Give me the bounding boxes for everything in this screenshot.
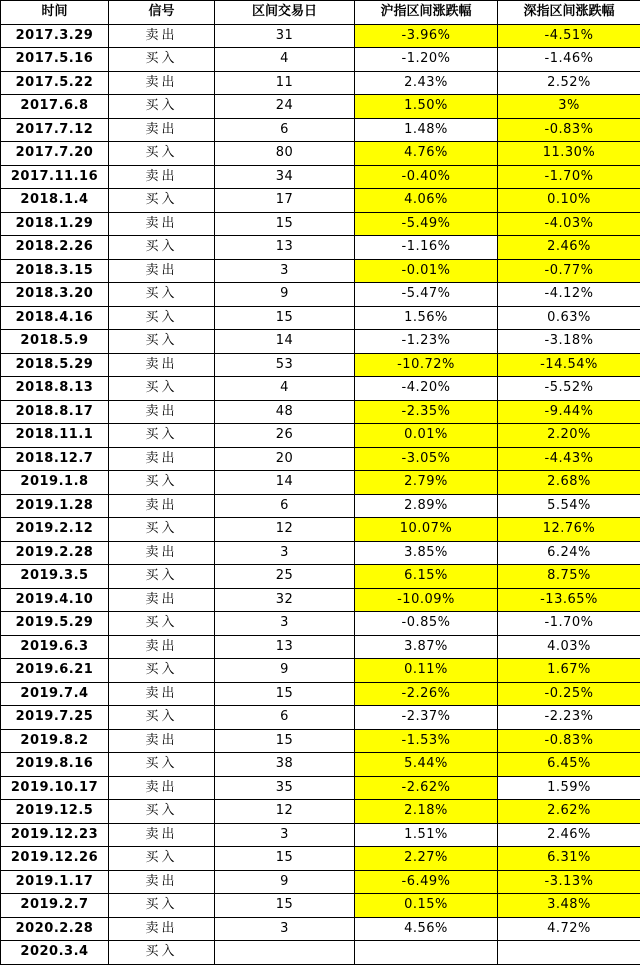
table-row bbox=[1, 48, 640, 72]
table-row bbox=[1, 800, 640, 824]
table-row bbox=[1, 236, 640, 260]
cell-signal: 卖出 bbox=[109, 118, 215, 142]
table-row bbox=[1, 776, 640, 800]
table-row bbox=[1, 118, 640, 142]
cell-trading-days: 3 bbox=[215, 917, 355, 941]
cell-trading-days: 14 bbox=[215, 471, 355, 495]
cell-signal: 买入 bbox=[109, 800, 215, 824]
cell-sz-change: 2.52% bbox=[498, 71, 640, 95]
cell-trading-days: 6 bbox=[215, 494, 355, 518]
cell-signal: 买入 bbox=[109, 941, 215, 965]
cell-signal: 卖出 bbox=[109, 823, 215, 847]
table-row bbox=[1, 753, 640, 777]
cell-trading-days: 48 bbox=[215, 400, 355, 424]
table-row bbox=[1, 682, 640, 706]
cell-sh-change: 1.50% bbox=[355, 95, 498, 119]
cell-sz-change: -5.52% bbox=[498, 377, 640, 401]
cell-trading-days: 4 bbox=[215, 377, 355, 401]
table-row bbox=[1, 189, 640, 213]
table-row bbox=[1, 377, 640, 401]
cell-sz-change: -4.12% bbox=[498, 283, 640, 307]
cell-sz-change: 2.46% bbox=[498, 823, 640, 847]
cell-trading-days: 17 bbox=[215, 189, 355, 213]
cell-sz-change: 2.46% bbox=[498, 236, 640, 260]
cell-date: 2018.8.13 bbox=[1, 377, 109, 401]
cell-trading-days: 26 bbox=[215, 424, 355, 448]
table-row bbox=[1, 894, 640, 918]
header-row bbox=[1, 1, 640, 25]
cell-trading-days: 35 bbox=[215, 776, 355, 800]
cell-sz-change: -2.23% bbox=[498, 706, 640, 730]
cell-signal: 买入 bbox=[109, 306, 215, 330]
cell-signal: 买入 bbox=[109, 894, 215, 918]
table-row bbox=[1, 729, 640, 753]
cell-date: 2018.11.1 bbox=[1, 424, 109, 448]
cell-trading-days: 32 bbox=[215, 588, 355, 612]
cell-date: 2019.4.10 bbox=[1, 588, 109, 612]
cell-sz-change: 12.76% bbox=[498, 518, 640, 542]
table-row bbox=[1, 424, 640, 448]
cell-sh-change: 4.56% bbox=[355, 917, 498, 941]
cell-trading-days: 9 bbox=[215, 659, 355, 683]
cell-trading-days: 9 bbox=[215, 283, 355, 307]
table-row bbox=[1, 212, 640, 236]
cell-date: 2019.7.4 bbox=[1, 682, 109, 706]
cell-sz-change: 1.67% bbox=[498, 659, 640, 683]
cell-date: 2019.6.3 bbox=[1, 635, 109, 659]
cell-date: 2017.7.20 bbox=[1, 142, 109, 166]
cell-sh-change: 5.44% bbox=[355, 753, 498, 777]
table-row bbox=[1, 917, 640, 941]
cell-date: 2019.2.28 bbox=[1, 541, 109, 565]
cell-trading-days: 31 bbox=[215, 24, 355, 48]
cell-signal: 买入 bbox=[109, 283, 215, 307]
cell-date: 2019.2.7 bbox=[1, 894, 109, 918]
cell-signal: 卖出 bbox=[109, 259, 215, 283]
cell-date: 2019.8.16 bbox=[1, 753, 109, 777]
cell-trading-days: 38 bbox=[215, 753, 355, 777]
cell-sz-change: 8.75% bbox=[498, 565, 640, 589]
cell-sz-change: 4.72% bbox=[498, 917, 640, 941]
cell-sz-change: -0.25% bbox=[498, 682, 640, 706]
cell-sz-change: 2.62% bbox=[498, 800, 640, 824]
cell-date: 2018.4.16 bbox=[1, 306, 109, 330]
cell-sz-change bbox=[498, 941, 640, 965]
cell-date: 2018.5.29 bbox=[1, 353, 109, 377]
cell-signal: 买入 bbox=[109, 377, 215, 401]
cell-date: 2020.2.28 bbox=[1, 917, 109, 941]
cell-sh-change: -2.35% bbox=[355, 400, 498, 424]
cell-date: 2019.5.29 bbox=[1, 612, 109, 636]
table-row bbox=[1, 471, 640, 495]
cell-date: 2019.6.21 bbox=[1, 659, 109, 683]
cell-sz-change: -1.70% bbox=[498, 165, 640, 189]
header-sz-change: 深指区间涨跌幅 bbox=[498, 1, 640, 25]
table-header bbox=[1, 1, 640, 25]
table-row bbox=[1, 588, 640, 612]
cell-trading-days: 6 bbox=[215, 706, 355, 730]
cell-date: 2017.5.16 bbox=[1, 48, 109, 72]
cell-sh-change: -5.47% bbox=[355, 283, 498, 307]
cell-sz-change: 3.48% bbox=[498, 894, 640, 918]
cell-trading-days: 15 bbox=[215, 847, 355, 871]
cell-trading-days: 15 bbox=[215, 306, 355, 330]
cell-trading-days: 80 bbox=[215, 142, 355, 166]
table-row bbox=[1, 353, 640, 377]
cell-signal: 买入 bbox=[109, 95, 215, 119]
table-row bbox=[1, 612, 640, 636]
header-signal: 信号 bbox=[109, 1, 215, 25]
cell-sh-change: -10.72% bbox=[355, 353, 498, 377]
cell-signal: 卖出 bbox=[109, 400, 215, 424]
cell-sh-change: 2.43% bbox=[355, 71, 498, 95]
table-row bbox=[1, 95, 640, 119]
cell-sh-change: -2.62% bbox=[355, 776, 498, 800]
cell-sh-change: -3.05% bbox=[355, 447, 498, 471]
cell-date: 2019.1.17 bbox=[1, 870, 109, 894]
cell-sh-change: 0.15% bbox=[355, 894, 498, 918]
cell-sz-change: 0.63% bbox=[498, 306, 640, 330]
table-row bbox=[1, 330, 640, 354]
cell-sz-change: 5.54% bbox=[498, 494, 640, 518]
cell-signal: 买入 bbox=[109, 518, 215, 542]
cell-sz-change: -4.51% bbox=[498, 24, 640, 48]
cell-trading-days: 15 bbox=[215, 894, 355, 918]
cell-sh-change: -0.40% bbox=[355, 165, 498, 189]
table-body bbox=[1, 24, 640, 964]
cell-sh-change: 4.06% bbox=[355, 189, 498, 213]
cell-signal: 卖出 bbox=[109, 212, 215, 236]
table-row bbox=[1, 659, 640, 683]
cell-sh-change: 2.27% bbox=[355, 847, 498, 871]
cell-sz-change: 2.68% bbox=[498, 471, 640, 495]
table-row bbox=[1, 306, 640, 330]
table-row bbox=[1, 400, 640, 424]
cell-sz-change: -14.54% bbox=[498, 353, 640, 377]
cell-sh-change: 4.76% bbox=[355, 142, 498, 166]
cell-sh-change: -1.53% bbox=[355, 729, 498, 753]
table-row bbox=[1, 259, 640, 283]
cell-sh-change: -2.37% bbox=[355, 706, 498, 730]
cell-signal: 卖出 bbox=[109, 917, 215, 941]
cell-sz-change: -3.13% bbox=[498, 870, 640, 894]
cell-sz-change: -4.03% bbox=[498, 212, 640, 236]
cell-sh-change: -5.49% bbox=[355, 212, 498, 236]
cell-date: 2019.2.12 bbox=[1, 518, 109, 542]
cell-signal: 卖出 bbox=[109, 776, 215, 800]
cell-sh-change: 0.01% bbox=[355, 424, 498, 448]
table-row bbox=[1, 142, 640, 166]
cell-sh-change: -0.01% bbox=[355, 259, 498, 283]
table-row bbox=[1, 847, 640, 871]
cell-trading-days: 3 bbox=[215, 259, 355, 283]
cell-signal: 买入 bbox=[109, 565, 215, 589]
cell-date: 2018.3.15 bbox=[1, 259, 109, 283]
table-row bbox=[1, 941, 640, 965]
cell-sh-change: 3.85% bbox=[355, 541, 498, 565]
cell-signal: 买入 bbox=[109, 706, 215, 730]
cell-sz-change: -0.83% bbox=[498, 729, 640, 753]
cell-signal: 卖出 bbox=[109, 635, 215, 659]
cell-sh-change: -2.26% bbox=[355, 682, 498, 706]
cell-trading-days: 4 bbox=[215, 48, 355, 72]
cell-sz-change: 1.59% bbox=[498, 776, 640, 800]
cell-trading-days: 3 bbox=[215, 612, 355, 636]
cell-date: 2017.6.8 bbox=[1, 95, 109, 119]
cell-trading-days: 6 bbox=[215, 118, 355, 142]
cell-sh-change: 2.79% bbox=[355, 471, 498, 495]
cell-sh-change: -1.20% bbox=[355, 48, 498, 72]
cell-trading-days: 11 bbox=[215, 71, 355, 95]
cell-signal: 买入 bbox=[109, 659, 215, 683]
cell-signal: 买入 bbox=[109, 847, 215, 871]
cell-sh-change: -1.23% bbox=[355, 330, 498, 354]
cell-date: 2019.7.25 bbox=[1, 706, 109, 730]
cell-signal: 卖出 bbox=[109, 682, 215, 706]
cell-date: 2018.12.7 bbox=[1, 447, 109, 471]
cell-date: 2017.3.29 bbox=[1, 24, 109, 48]
cell-signal: 买入 bbox=[109, 471, 215, 495]
table-row bbox=[1, 24, 640, 48]
cell-date: 2019.3.5 bbox=[1, 565, 109, 589]
cell-signal: 买入 bbox=[109, 189, 215, 213]
cell-date: 2019.12.5 bbox=[1, 800, 109, 824]
cell-sz-change: 0.10% bbox=[498, 189, 640, 213]
cell-trading-days: 20 bbox=[215, 447, 355, 471]
cell-date: 2019.12.23 bbox=[1, 823, 109, 847]
cell-date: 2019.1.28 bbox=[1, 494, 109, 518]
cell-signal: 买入 bbox=[109, 612, 215, 636]
cell-signal: 卖出 bbox=[109, 24, 215, 48]
cell-signal: 卖出 bbox=[109, 588, 215, 612]
cell-sz-change: 11.30% bbox=[498, 142, 640, 166]
cell-date: 2017.11.16 bbox=[1, 165, 109, 189]
cell-date: 2019.1.8 bbox=[1, 471, 109, 495]
cell-sh-change: 0.11% bbox=[355, 659, 498, 683]
cell-date: 2018.2.26 bbox=[1, 236, 109, 260]
cell-sh-change: -3.96% bbox=[355, 24, 498, 48]
cell-date: 2017.7.12 bbox=[1, 118, 109, 142]
cell-trading-days: 12 bbox=[215, 800, 355, 824]
cell-sz-change: -4.43% bbox=[498, 447, 640, 471]
cell-sh-change: -1.16% bbox=[355, 236, 498, 260]
table-row bbox=[1, 71, 640, 95]
table-row bbox=[1, 706, 640, 730]
cell-signal: 卖出 bbox=[109, 165, 215, 189]
cell-sh-change: 10.07% bbox=[355, 518, 498, 542]
cell-sh-change: 2.89% bbox=[355, 494, 498, 518]
cell-date: 2018.5.9 bbox=[1, 330, 109, 354]
table-row bbox=[1, 565, 640, 589]
cell-signal: 卖出 bbox=[109, 729, 215, 753]
cell-trading-days: 3 bbox=[215, 823, 355, 847]
cell-sh-change: 2.18% bbox=[355, 800, 498, 824]
cell-sz-change: -0.83% bbox=[498, 118, 640, 142]
table-row bbox=[1, 283, 640, 307]
cell-signal: 卖出 bbox=[109, 353, 215, 377]
table-row bbox=[1, 494, 640, 518]
cell-signal: 买入 bbox=[109, 753, 215, 777]
table-row bbox=[1, 870, 640, 894]
cell-date: 2017.5.22 bbox=[1, 71, 109, 95]
header-date: 时间 bbox=[1, 1, 109, 25]
cell-trading-days: 13 bbox=[215, 635, 355, 659]
cell-date: 2020.3.4 bbox=[1, 941, 109, 965]
cell-sz-change: -1.70% bbox=[498, 612, 640, 636]
cell-sh-change: 3.87% bbox=[355, 635, 498, 659]
cell-sz-change: -1.46% bbox=[498, 48, 640, 72]
cell-signal: 买入 bbox=[109, 48, 215, 72]
cell-date: 2018.1.4 bbox=[1, 189, 109, 213]
cell-date: 2019.12.26 bbox=[1, 847, 109, 871]
table-row bbox=[1, 635, 640, 659]
cell-trading-days bbox=[215, 941, 355, 965]
header-trading-days: 区间交易日 bbox=[215, 1, 355, 25]
table-row bbox=[1, 165, 640, 189]
cell-sh-change: 1.51% bbox=[355, 823, 498, 847]
cell-signal: 卖出 bbox=[109, 541, 215, 565]
cell-trading-days: 9 bbox=[215, 870, 355, 894]
cell-signal: 卖出 bbox=[109, 71, 215, 95]
cell-date: 2019.10.17 bbox=[1, 776, 109, 800]
cell-sh-change: -6.49% bbox=[355, 870, 498, 894]
cell-sz-change: 6.45% bbox=[498, 753, 640, 777]
cell-sh-change: -4.20% bbox=[355, 377, 498, 401]
cell-sh-change: 1.48% bbox=[355, 118, 498, 142]
cell-sh-change: 1.56% bbox=[355, 306, 498, 330]
cell-sz-change: 6.24% bbox=[498, 541, 640, 565]
cell-signal: 买入 bbox=[109, 142, 215, 166]
cell-trading-days: 3 bbox=[215, 541, 355, 565]
cell-date: 2019.8.2 bbox=[1, 729, 109, 753]
cell-signal: 卖出 bbox=[109, 494, 215, 518]
header-sh-change: 沪指区间涨跌幅 bbox=[355, 1, 498, 25]
table-row bbox=[1, 541, 640, 565]
cell-sz-change: -9.44% bbox=[498, 400, 640, 424]
cell-trading-days: 12 bbox=[215, 518, 355, 542]
cell-sz-change: 3% bbox=[498, 95, 640, 119]
table-row bbox=[1, 518, 640, 542]
cell-date: 2018.1.29 bbox=[1, 212, 109, 236]
cell-signal: 卖出 bbox=[109, 870, 215, 894]
cell-sz-change: -13.65% bbox=[498, 588, 640, 612]
cell-signal: 买入 bbox=[109, 236, 215, 260]
cell-trading-days: 13 bbox=[215, 236, 355, 260]
cell-sz-change: 2.20% bbox=[498, 424, 640, 448]
cell-sh-change: 6.15% bbox=[355, 565, 498, 589]
cell-date: 2018.3.20 bbox=[1, 283, 109, 307]
cell-sh-change bbox=[355, 941, 498, 965]
cell-trading-days: 14 bbox=[215, 330, 355, 354]
cell-trading-days: 24 bbox=[215, 95, 355, 119]
cell-signal: 卖出 bbox=[109, 447, 215, 471]
cell-signal: 买入 bbox=[109, 330, 215, 354]
table-row bbox=[1, 447, 640, 471]
cell-trading-days: 15 bbox=[215, 729, 355, 753]
cell-sz-change: 6.31% bbox=[498, 847, 640, 871]
table-row bbox=[1, 823, 640, 847]
cell-trading-days: 15 bbox=[215, 212, 355, 236]
cell-sz-change: -3.18% bbox=[498, 330, 640, 354]
cell-trading-days: 53 bbox=[215, 353, 355, 377]
cell-sz-change: 4.03% bbox=[498, 635, 640, 659]
cell-trading-days: 34 bbox=[215, 165, 355, 189]
cell-signal: 买入 bbox=[109, 424, 215, 448]
cell-sh-change: -0.85% bbox=[355, 612, 498, 636]
cell-trading-days: 25 bbox=[215, 565, 355, 589]
cell-sh-change: -10.09% bbox=[355, 588, 498, 612]
cell-date: 2018.8.17 bbox=[1, 400, 109, 424]
cell-sz-change: -0.77% bbox=[498, 259, 640, 283]
cell-trading-days: 15 bbox=[215, 682, 355, 706]
